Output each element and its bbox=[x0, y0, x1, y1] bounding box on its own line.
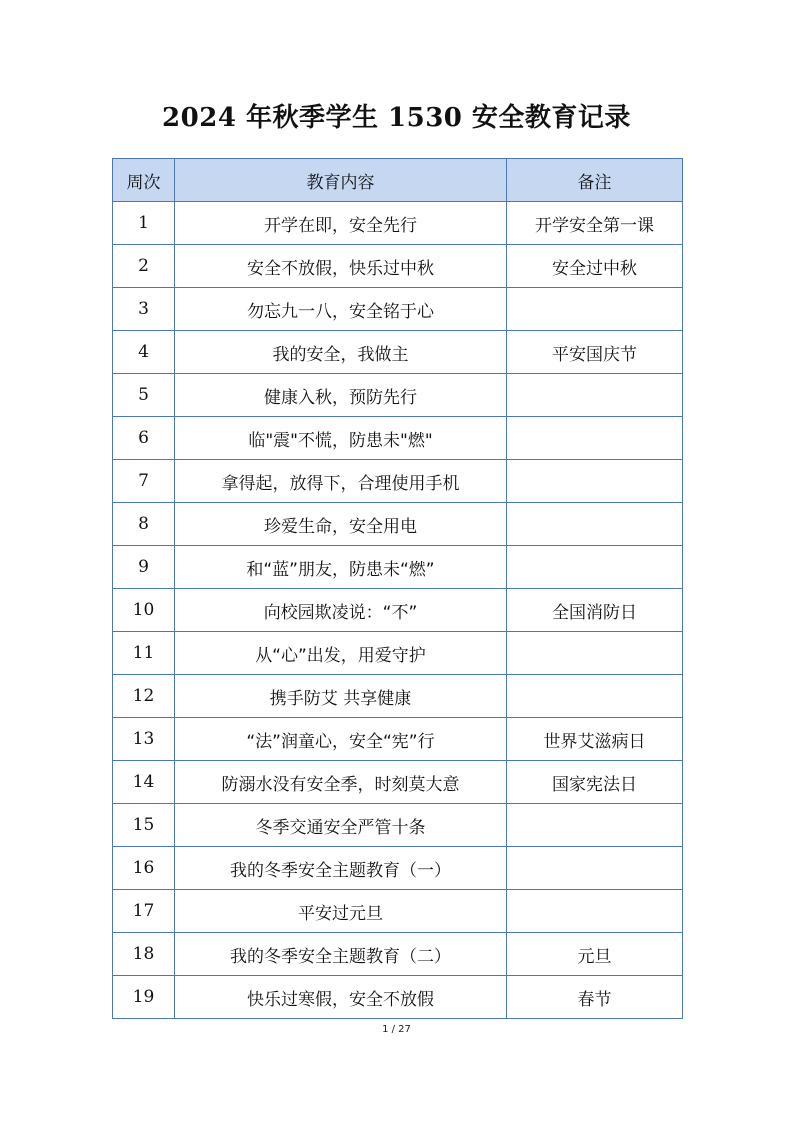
content-cell: 安全不放假，快乐过中秋 bbox=[175, 245, 507, 288]
note-cell bbox=[507, 503, 683, 546]
content-cell: 从“心”出发，用爱守护 bbox=[175, 632, 507, 675]
note-cell: 全国消防日 bbox=[507, 589, 683, 632]
content-cell: 和“蓝”朋友，防患未“燃” bbox=[175, 546, 507, 589]
week-cell: 17 bbox=[113, 890, 175, 933]
content-cell: 向校园欺凌说：“不” bbox=[175, 589, 507, 632]
table-row bbox=[113, 632, 683, 675]
week-cell: 13 bbox=[113, 718, 175, 761]
safety-education-table bbox=[112, 158, 683, 1019]
content-cell: 携手防艾 共享健康 bbox=[175, 675, 507, 718]
content-cell: 健康入秋，预防先行 bbox=[175, 374, 507, 417]
note-cell: 世界艾滋病日 bbox=[507, 718, 683, 761]
table-row bbox=[113, 546, 683, 589]
page-title: 2024 年秋季学生 1530 安全教育记录 bbox=[162, 103, 631, 133]
week-cell: 8 bbox=[113, 503, 175, 546]
table-row bbox=[113, 503, 683, 546]
table-row bbox=[113, 288, 683, 331]
table-row bbox=[113, 374, 683, 417]
content-cell: 防溺水没有安全季，时刻莫大意 bbox=[175, 761, 507, 804]
table-row bbox=[113, 761, 683, 804]
content-cell: 平安过元旦 bbox=[175, 890, 507, 933]
note-cell bbox=[507, 546, 683, 589]
content-cell: 我的冬季安全主题教育（一） bbox=[175, 847, 507, 890]
table-row bbox=[113, 804, 683, 847]
week-cell: 18 bbox=[113, 933, 175, 976]
content-cell: 我的安全，我做主 bbox=[175, 331, 507, 374]
table-row bbox=[113, 890, 683, 933]
note-cell: 安全过中秋 bbox=[507, 245, 683, 288]
week-cell: 5 bbox=[113, 374, 175, 417]
table-row bbox=[113, 417, 683, 460]
week-cell: 16 bbox=[113, 847, 175, 890]
note-cell: 元旦 bbox=[507, 933, 683, 976]
week-cell: 12 bbox=[113, 675, 175, 718]
content-cell: 开学在即，安全先行 bbox=[175, 202, 507, 245]
table-row bbox=[113, 847, 683, 890]
content-cell: 快乐过寒假，安全不放假 bbox=[175, 976, 507, 1019]
content-cell: 勿忘九一八，安全铭于心 bbox=[175, 288, 507, 331]
content-cell: 珍爱生命，安全用电 bbox=[175, 503, 507, 546]
note-cell bbox=[507, 460, 683, 503]
week-cell: 15 bbox=[113, 804, 175, 847]
note-cell: 开学安全第一课 bbox=[507, 202, 683, 245]
content-cell: 我的冬季安全主题教育（二） bbox=[175, 933, 507, 976]
table-row bbox=[113, 976, 683, 1019]
week-cell: 14 bbox=[113, 761, 175, 804]
week-cell: 11 bbox=[113, 632, 175, 675]
table-row bbox=[113, 202, 683, 245]
note-cell bbox=[507, 847, 683, 890]
week-cell: 6 bbox=[113, 417, 175, 460]
table-row bbox=[113, 589, 683, 632]
table-header-row bbox=[113, 159, 683, 202]
week-cell: 9 bbox=[113, 546, 175, 589]
header-week: 周次 bbox=[113, 159, 175, 202]
note-cell: 春节 bbox=[507, 976, 683, 1019]
week-cell: 10 bbox=[113, 589, 175, 632]
week-cell: 19 bbox=[113, 976, 175, 1019]
table-row bbox=[113, 675, 683, 718]
note-cell bbox=[507, 417, 683, 460]
header-note: 备注 bbox=[507, 159, 683, 202]
content-cell: 临"震"不慌，防患未"燃" bbox=[175, 417, 507, 460]
table-row bbox=[113, 933, 683, 976]
week-cell: 2 bbox=[113, 245, 175, 288]
content-cell: “法”润童心，安全“宪”行 bbox=[175, 718, 507, 761]
week-cell: 3 bbox=[113, 288, 175, 331]
content-cell: 冬季交通安全严管十条 bbox=[175, 804, 507, 847]
week-cell: 1 bbox=[113, 202, 175, 245]
note-cell bbox=[507, 890, 683, 933]
table-row bbox=[113, 460, 683, 503]
note-cell: 国家宪法日 bbox=[507, 761, 683, 804]
note-cell bbox=[507, 632, 683, 675]
week-cell: 4 bbox=[113, 331, 175, 374]
note-cell: 平安国庆节 bbox=[507, 331, 683, 374]
page-number: 1 / 27 bbox=[382, 1024, 411, 1035]
table-row bbox=[113, 245, 683, 288]
note-cell bbox=[507, 288, 683, 331]
note-cell bbox=[507, 374, 683, 417]
note-cell bbox=[507, 804, 683, 847]
table-row bbox=[113, 331, 683, 374]
note-cell bbox=[507, 675, 683, 718]
content-cell: 拿得起，放得下，合理使用手机 bbox=[175, 460, 507, 503]
header-content: 教育内容 bbox=[175, 159, 507, 202]
week-cell: 7 bbox=[113, 460, 175, 503]
table-row bbox=[113, 718, 683, 761]
